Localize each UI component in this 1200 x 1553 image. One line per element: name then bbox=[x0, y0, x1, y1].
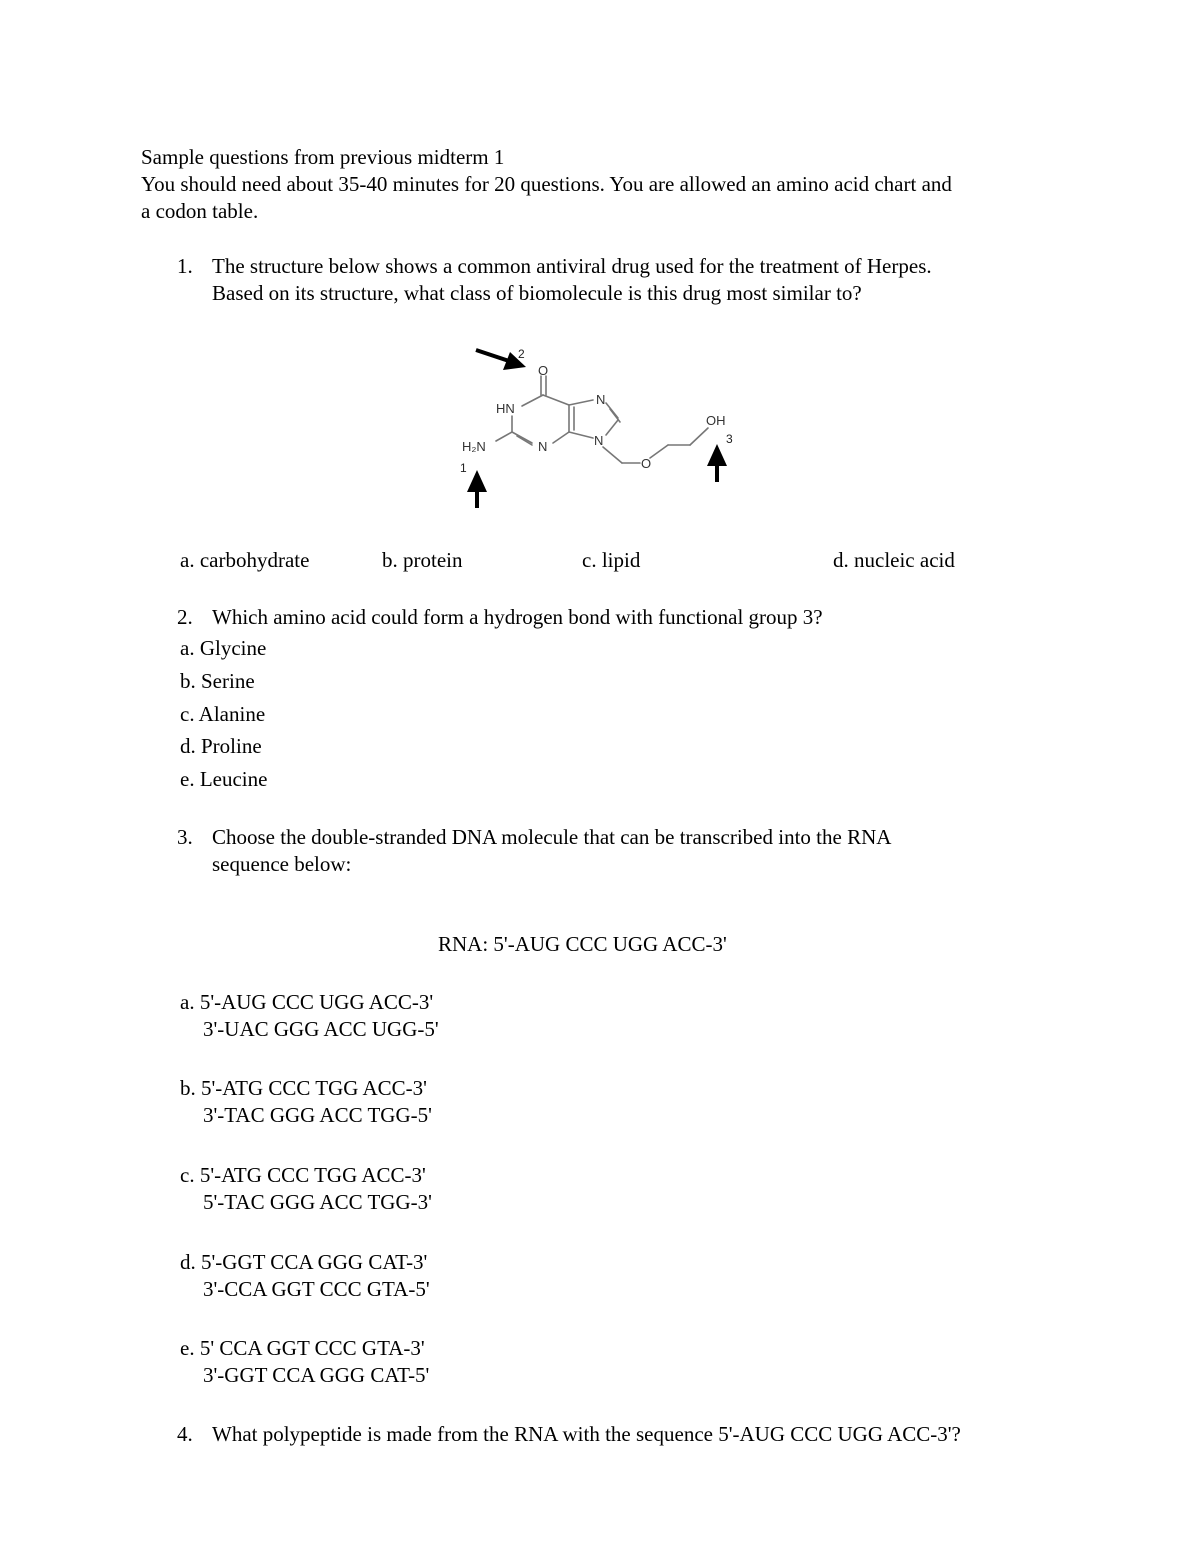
atom-o-carbonyl: O bbox=[538, 363, 549, 378]
q2-option-c: c. Alanine bbox=[180, 702, 266, 726]
arrow-label-2: 2 bbox=[518, 347, 525, 361]
q2-option-e: e. Leucine bbox=[180, 767, 268, 791]
q1-number: 1. bbox=[177, 254, 193, 278]
acyclovir-structure bbox=[440, 335, 760, 520]
atom-n9: N bbox=[594, 433, 604, 448]
q3-text-line-1: Choose the double-stranded DNA molecule that can be transcribed into the RNA bbox=[212, 825, 892, 849]
arrow-label-3: 3 bbox=[726, 432, 733, 446]
q3-option-a-bottom: 3'-UAC GGG ACC UGG-5' bbox=[203, 1017, 439, 1041]
q3-option-b-bottom: 3'-TAC GGG ACC TGG-5' bbox=[203, 1103, 432, 1127]
q3-option-c-bottom: 5'-TAC GGG ACC TGG-3' bbox=[203, 1190, 432, 1214]
arrow-label-1: 1 bbox=[460, 461, 467, 475]
q4-number: 4. bbox=[177, 1422, 193, 1446]
atom-h2n: H₂N bbox=[462, 439, 486, 454]
q1-option-c: c. lipid bbox=[582, 548, 641, 572]
q3-option-e-bottom: 3'-GGT CCA GGG CAT-5' bbox=[203, 1363, 430, 1387]
q1-option-a: a. carbohydrate bbox=[180, 548, 310, 572]
q1-text-line-2: Based on its structure, what class of biomolecule is this drug most similar to? bbox=[212, 281, 862, 305]
instructions-line-2: a codon table. bbox=[141, 199, 259, 223]
q2-number: 2. bbox=[177, 605, 193, 629]
q3-option-c-top: c. 5'-ATG CCC TGG ACC-3' bbox=[180, 1163, 426, 1187]
q2-option-a: a. Glycine bbox=[180, 636, 267, 660]
q3-option-b-top: b. 5'-ATG CCC TGG ACC-3' bbox=[180, 1076, 427, 1100]
q3-text-line-2: sequence below: bbox=[212, 852, 352, 876]
atom-n7: N bbox=[596, 392, 606, 407]
arrow-2 bbox=[476, 350, 512, 362]
q3-option-d-bottom: 3'-CCA GGT CCC GTA-5' bbox=[203, 1277, 430, 1301]
q1-option-d: d. nucleic acid bbox=[833, 548, 955, 572]
q3-number: 3. bbox=[177, 825, 193, 849]
atom-n3: N bbox=[538, 439, 548, 454]
q3-option-e-top: e. 5' CCA GGT CCC GTA-3' bbox=[180, 1336, 425, 1360]
q3-option-d-top: d. 5'-GGT CCA GGG CAT-3' bbox=[180, 1250, 428, 1274]
q3-option-a-top: a. 5'-AUG CCC UGG ACC-3' bbox=[180, 990, 434, 1014]
atom-oh: OH bbox=[706, 413, 726, 428]
q4-text: What polypeptide is made from the RNA with the sequence 5'-AUG CCC UGG ACC-3'? bbox=[212, 1422, 961, 1446]
doc-title: Sample questions from previous midterm 1 bbox=[141, 145, 505, 169]
q2-option-d: d. Proline bbox=[180, 734, 262, 758]
q2-option-b: b. Serine bbox=[180, 669, 255, 693]
q3-rna-sequence: RNA: 5'-AUG CCC UGG ACC-3' bbox=[438, 932, 727, 956]
q1-option-b: b. protein bbox=[382, 548, 463, 572]
atom-o-ether: O bbox=[641, 456, 652, 471]
q1-text-line-1: The structure below shows a common antiviral drug used for the treatment of Herpes. bbox=[212, 254, 932, 278]
instructions-line-1: You should need about 35-40 minutes for 20 questions. You are allowed an amino acid chart and bbox=[141, 172, 952, 196]
q2-text: Which amino acid could form a hydrogen bond with functional group 3? bbox=[212, 605, 823, 629]
atom-hn: HN bbox=[496, 401, 515, 416]
